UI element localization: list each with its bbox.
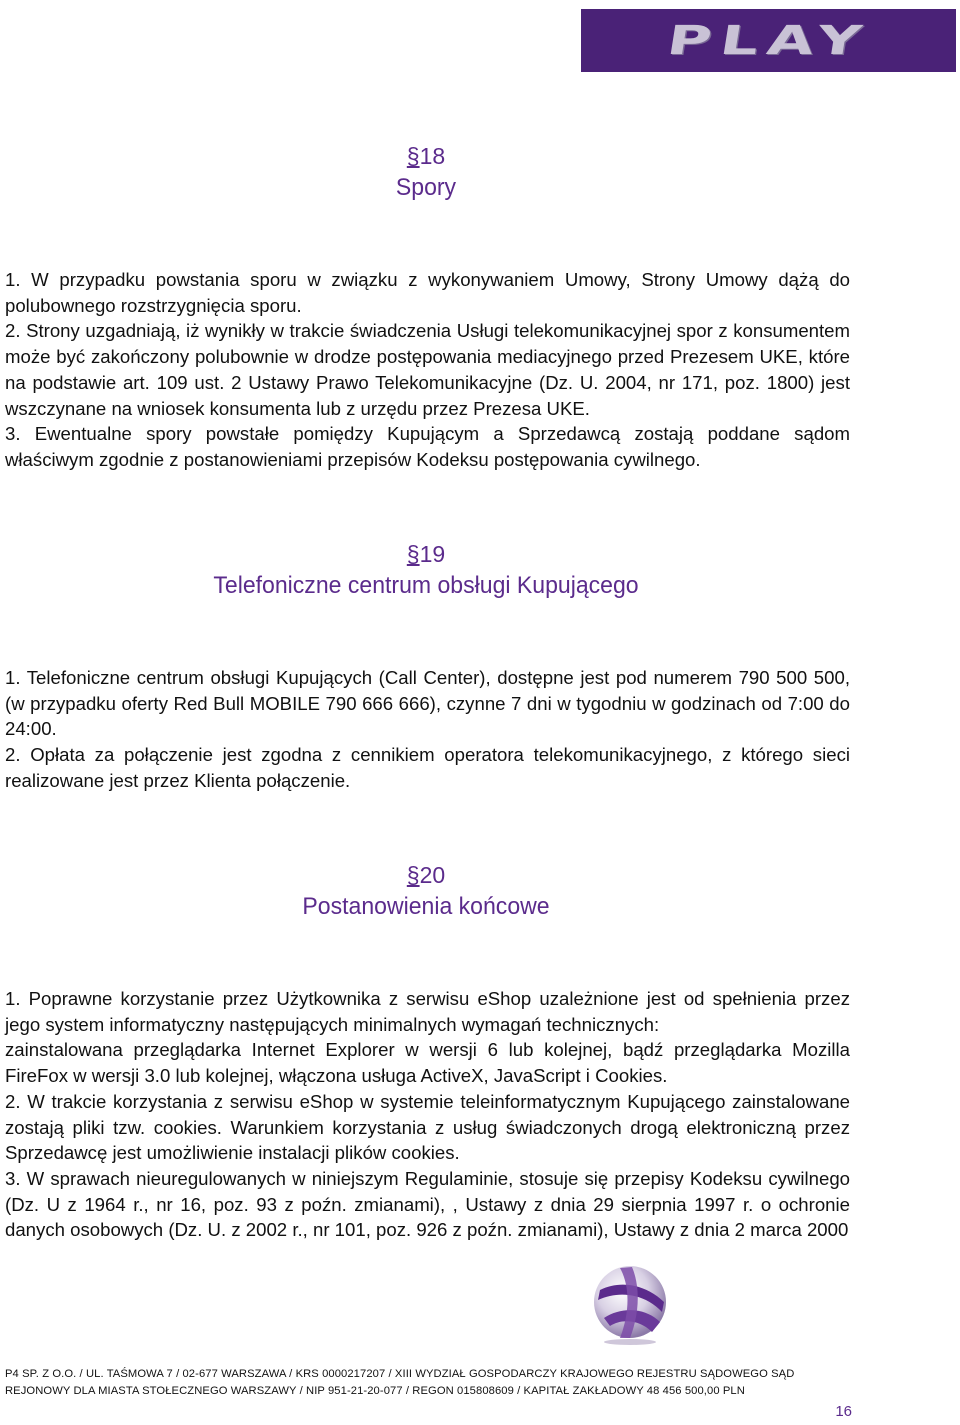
section-title: Postanowienia końcowe — [302, 893, 550, 920]
section-heading-20: §20 Postanowienia końcowe — [0, 859, 852, 923]
paragraph: 1. W przypadku powstania sporu w związku z wykonywaniem Umowy, Strony Umowy dążą do polubownego rozstrzygnięcia sporu. — [5, 269, 850, 316]
section-number: 19 — [419, 541, 446, 567]
paragraph: 2. Opłata za połączenie jest zgodna z cennikiem operatora telekomunikacyjnego, z którego sieci realizowane jest przez Klienta połączenie. — [5, 744, 850, 791]
footer-line: P4 SP. Z O.O. / UL. TAŚMOWA 7 / 02-677 WARSZAWA / KRS 0000217207 / XIII WYDZIAŁ GOSPODARCZY KRAJOWEGO REJESTRU SĄDOWEGO SĄD — [5, 1368, 795, 1380]
section-body-19 — [5, 665, 850, 794]
company-footer — [5, 1366, 865, 1400]
play-ball-logo-icon — [590, 1262, 670, 1346]
paragraph: 3. W sprawach nieuregulowanych w niniejszym Regulaminie, stosuje się przepisy Kodeksu cywilnego (Dz. U z 1964 r., nr 16, poz. 93 z poźn. zmianami), , Ustawy z dnia 29 sierpnia 1997 r. o ochronie danych osobowych (Dz. U. z 2002 r., nr 101, poz. 926 z poźn. zmianami), Ustawy z dnia 2 marca 2000 — [5, 1167, 850, 1241]
play-logo — [581, 9, 956, 72]
paragraph: 2. W trakcie korzystania z serwisu eShop w systemie teleinformatycznym Kupującego zainstalowane zostają pliki tzw. cookies. Warunkiem korzystania z usług świadczonych drogą elektroniczną przez Sprzedawcę jest umożliwienie instalacji plików cookies. — [5, 1090, 850, 1164]
logo-text: PLAY — [663, 17, 874, 64]
section-number: 20 — [419, 862, 446, 888]
footer-line: REJONOWY DLA MIASTA STOŁECZNEGO WARSZAWY / NIP 951-21-20-077 / REGON 015808609 / KAPITAŁ ZAKŁADOWY 48 456 500,00 PLN — [5, 1385, 745, 1397]
paragraph: zainstalowana przeglądarka Internet Explorer w wersji 6 lub kolejnej, bądź przeglądarka Mozilla FireFox w wersji 3.0 lub kolejnej, włączona usługa ActiveX, JavaScript i Cookies. — [5, 1039, 850, 1087]
section-title: Spory — [395, 174, 457, 201]
paragraph: 2. Strony uzgadniają, iż wynikły w trakcie świadczenia Usługi telekomunikacyjnej spor z konsumentem może być zakończony polubownie w drodze postępowania mediacyjnego przed Prezesem UKE, które na podstawie art. 109 ust. 2 Ustawy Prawo Telekomunikacyjne (Dz. U. 2004, nr 171, poz. 1800) jest wszczynane na wniosek konsumenta lub z urzędu przez Prezesa UKE. — [5, 320, 850, 419]
section-body-18 — [5, 267, 850, 473]
section-heading-19: §19 Telefoniczne centrum obsługi Kupującego — [0, 538, 852, 602]
section-title: Telefoniczne centrum obsługi Kupującego — [213, 572, 639, 599]
section-heading-18: §18 Spory — [0, 140, 852, 204]
page-number: 16 — [835, 1403, 852, 1420]
paragraph: 1. Telefoniczne centrum obsługi Kupujących (Call Center), dostępne jest pod numerem 790 500 500, (w przypadku oferty Red Bull MOBILE 790 666 666), czynne 7 dni w tygodniu w godzinach od 7:00 do 24:00. — [5, 667, 850, 740]
section-body-20 — [5, 986, 850, 1243]
paragraph: 3. Ewentualne spory powstałe pomiędzy Kupującym a Sprzedawcą zostają poddane sądom właściwym zgodnie z postanowieniami przepisów Kodeksu postępowania cywilnego. — [5, 423, 850, 470]
paragraph: 1. Poprawne korzystanie przez Użytkownika z serwisu eShop uzależnione jest od spełnienia przez jego system informatyczny następujących minimalnych wymagań technicznych: — [5, 988, 850, 1035]
section-number: 18 — [419, 143, 446, 169]
